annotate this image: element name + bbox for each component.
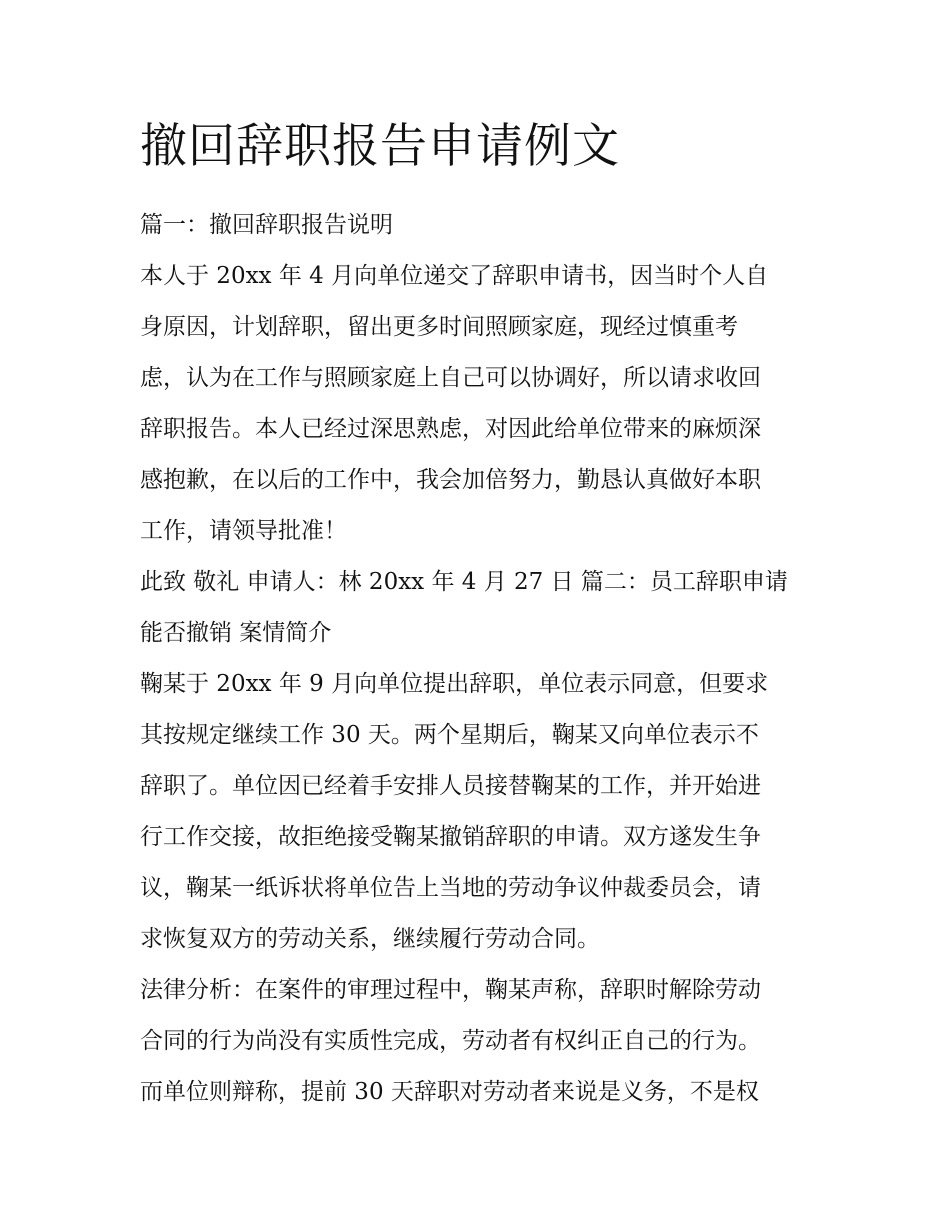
text-line: 其按规定继续工作 30 天。两个星期后，鞠某又向单位表示不 — [140, 722, 759, 748]
text-line: 合同的行为尚没有实质性完成，劳动者有权纠正自己的行为。 — [140, 1028, 761, 1054]
text-line: 辞职报告。本人已经过深思熟虑，对因此给单位带来的麻烦深 — [140, 416, 761, 442]
document-body — [140, 112, 820, 1118]
text-line: 而单位则辩称，提前 30 天辞职对劳动者来说是义务，不是权 — [140, 1079, 759, 1105]
text-line: 求恢复双方的劳动关系，继续履行劳动合同。 — [140, 926, 600, 952]
section-heading-part-one — [140, 200, 820, 251]
text-line: 感抱歉，在以后的工作中，我会加倍努力，勤恳认真做好本职 — [140, 467, 761, 493]
text-line: 议，鞠某一纸诉状将单位告上当地的劳动争议仲裁委员会，请 — [140, 875, 761, 901]
paragraph-withdrawal-statement — [140, 251, 820, 557]
paragraph-case-summary — [140, 659, 820, 965]
paragraph-closing-and-part-two — [140, 557, 820, 659]
paragraph-legal-analysis — [140, 965, 820, 1118]
text-line: 辞职了。单位因已经着手安排人员接替鞠某的工作，并开始进 — [140, 773, 761, 799]
text-line: 法律分析：在案件的审理过程中，鞠某声称，辞职时解除劳动 — [140, 977, 761, 1003]
text-line: 此致 敬礼 申请人：林 20xx 年 4 月 27 日 篇二：员工辞职申请 — [140, 569, 788, 595]
document-title: 撤回辞职报告申请例文 — [140, 119, 620, 174]
text-line: 篇一：撤回辞职报告说明 — [140, 212, 393, 238]
text-line: 能否撤销 案情简介 — [140, 620, 332, 646]
text-line: 工作，请领导批准！ — [140, 518, 347, 544]
text-line: 身原因，计划辞职，留出更多时间照顾家庭，现经过慎重考 — [140, 314, 738, 340]
text-line: 鞠某于 20xx 年 9 月向单位提出辞职，单位表示同意，但要求 — [140, 671, 769, 697]
text-line: 虑，认为在工作与照顾家庭上自己可以协调好，所以请求收回 — [140, 365, 761, 391]
text-line: 行工作交接，故拒绝接受鞠某撤销辞职的申请。双方遂发生争 — [140, 824, 761, 850]
text-line: 本人于 20xx 年 4 月向单位递交了辞职申请书，因当时个人自 — [140, 263, 769, 289]
